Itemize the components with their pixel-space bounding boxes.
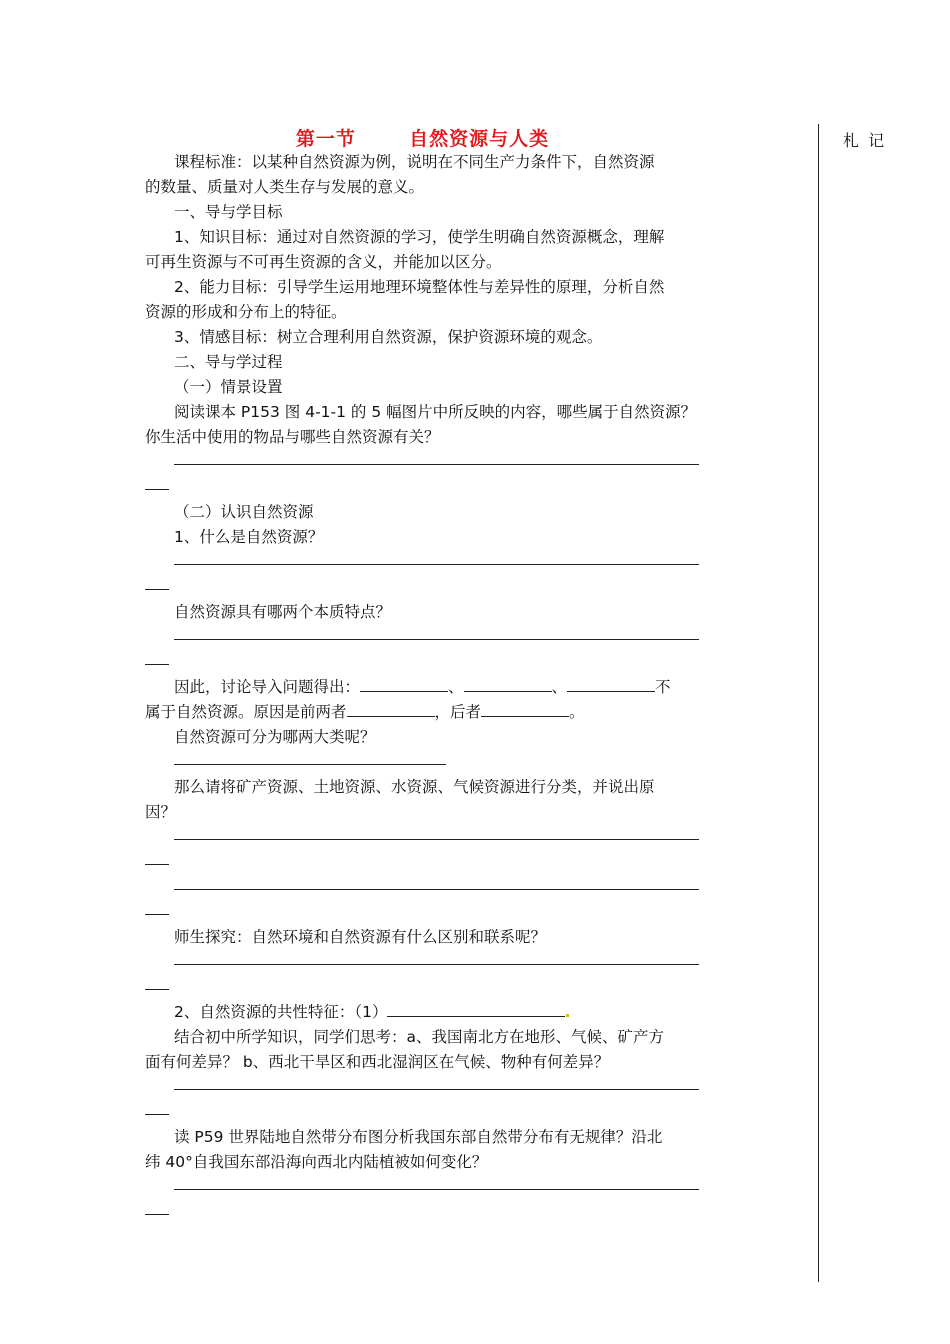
section-heading-process: 二、导与学过程 [174, 353, 283, 371]
answer-blank[interactable] [145, 550, 700, 600]
question-natural-zones-line2: 纬 40°自我国东部沿海向西北内陆植被如何变化？ [145, 1153, 488, 1171]
mark-dot [566, 1014, 569, 1017]
answer-blank[interactable] [145, 950, 700, 1000]
course-standard-line1: 课程标准：以某种自然资源为例，说明在不同生产力条件下，自然资源 [174, 153, 655, 171]
fill-blank[interactable] [387, 1001, 565, 1017]
goal-knowledge-line1: 1、知识目标：通过对自然资源的学习，使学生明确自然资源概念，理解 [174, 228, 665, 246]
discussion-fill-line1: 因此，讨论导入问题得出： 、 、 不 [174, 678, 671, 696]
question-two-features: 自然资源具有哪两个本质特点？ [174, 603, 392, 621]
common-features-fill: 2、自然资源的共性特征：（1） [145, 1000, 700, 1025]
goal-ability-line2: 资源的形成和分布上的特征。 [145, 303, 347, 321]
notes-heading: 札 记 [843, 131, 887, 150]
fill-blank[interactable] [360, 676, 448, 692]
question-differences-line2: 面有何差异？ b、西北干旱区和西北湿润区在气候、物种有何差异？ [145, 1053, 610, 1071]
worksheet-body [145, 150, 700, 1225]
question-classify-line2: 因？ [145, 803, 177, 821]
answer-blank[interactable] [145, 1075, 700, 1125]
question-classify-line1: 那么请将矿产资源、土地资源、水资源、气候资源进行分类，并说出原 [174, 778, 655, 796]
fill-blank[interactable] [347, 701, 435, 717]
question-scenario-line1: 阅读课本 P153 图 4-1-1 的 5 幅图片中所反映的内容，哪些属于自然资源？ [174, 403, 697, 421]
subsection-know-resources: （二）认识自然资源 [174, 503, 314, 521]
goal-emotion: 3、情感目标：树立合理利用自然资源，保护资源环境的观念。 [174, 328, 603, 346]
answer-blank[interactable] [145, 825, 700, 875]
answer-blank[interactable] [145, 625, 700, 675]
answer-blank[interactable] [145, 750, 700, 775]
notes-divider [818, 124, 819, 1282]
question-environment-vs-resource: 师生探究：自然环境和自然资源有什么区别和联系呢？ [174, 928, 547, 946]
answer-blank[interactable] [145, 875, 700, 925]
question-scenario-line2: 你生活中使用的物品与哪些自然资源有关？ [145, 428, 440, 446]
subsection-scenario: （一）情景设置 [174, 378, 283, 396]
fill-blank[interactable] [481, 701, 569, 717]
question-differences-line1: 结合初中所学知识，同学们思考：a、我国南北方在地形、气候、矿产方 [174, 1028, 665, 1046]
fill-blank[interactable] [567, 676, 655, 692]
course-standard-line2: 的数量、质量对人类生存与发展的意义。 [145, 178, 425, 196]
fill-blank[interactable] [464, 676, 552, 692]
page-title: 第一节 自然资源与人类 [295, 128, 550, 150]
discussion-fill-line2: 属于自然资源。原因是前两者 ，后者 。 [145, 703, 585, 721]
answer-blank[interactable] [145, 450, 700, 500]
goal-ability-line1: 2、能力目标：引导学生运用地理环境整体性与差异性的原理，分析自然 [174, 278, 665, 296]
question-what-is-resource: 1、什么是自然资源？ [174, 528, 324, 546]
question-two-categories: 自然资源可分为哪两大类呢？ [174, 728, 376, 746]
answer-blank[interactable] [145, 1175, 700, 1225]
section-heading-goals: 一、导与学目标 [174, 203, 283, 221]
question-natural-zones-line1: 读 P59 世界陆地自然带分布图分析我国东部自然带分布有无规律？沿北 [174, 1128, 663, 1146]
goal-knowledge-line2: 可再生资源与不可再生资源的含义，并能加以区分。 [145, 253, 502, 271]
